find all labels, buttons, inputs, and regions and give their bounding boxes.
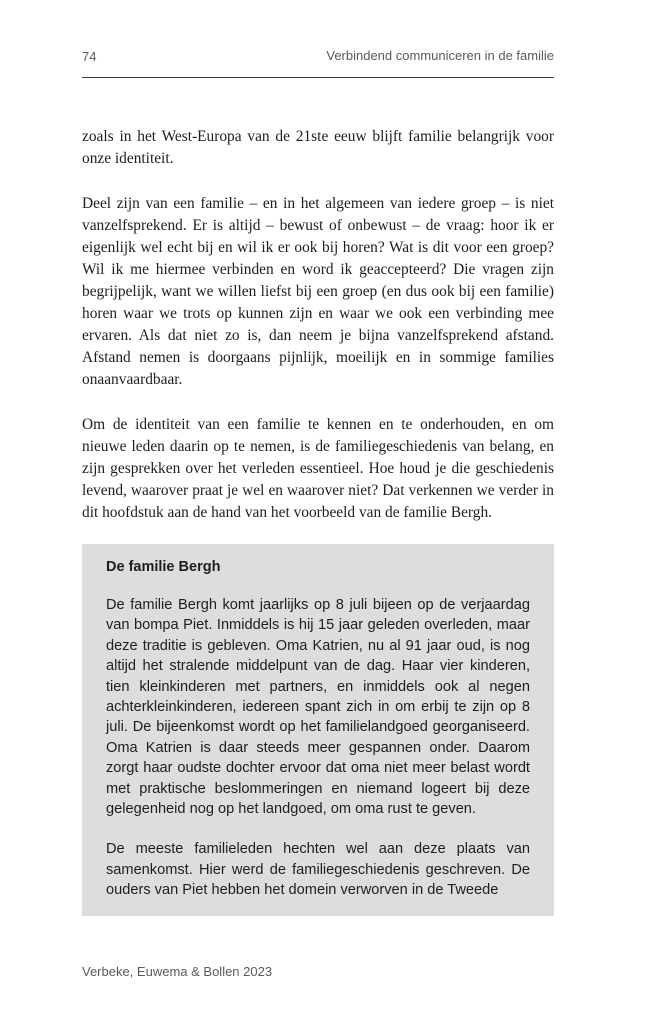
- page-footer: Verbeke, Euwema & Bollen 2023: [82, 964, 273, 979]
- body-paragraph: Om de identiteit van een familie te kennen en te onderhouden, en om nieuwe leden daarin op te nemen, is de familiegeschiedenis van belang, en zijn gesprekken over het verleden essentieel. Hoe houd je die geschiedenis levend, waarover praat je wel en waarover niet? Dat verkennen we verder in dit hoofdstuk aan de hand van het voorbeeld van de familie Bergh.: [82, 415, 554, 522]
- page-number: 74: [82, 49, 97, 64]
- case-box: [82, 544, 554, 916]
- case-box-title: De familie Bergh: [106, 559, 221, 575]
- header-rule: [82, 77, 554, 78]
- main-text: [82, 126, 554, 547]
- case-box-paragraph: De meeste familieleden hechten wel aan deze plaats van samenkomst. Hier werd de familiegeschiedenis geschreven. De ouders van Piet hebben het domein verworven in de Tweede: [106, 841, 530, 899]
- running-title: Verbindend communiceren in de familie: [326, 48, 554, 63]
- body-paragraph: Deel zijn van een familie – en in het algemeen van iedere groep – is niet vanzelfsprekend. Er is altijd – bewust of onbewust – de vraag: hoor ik er eigenlijk wel echt bij en wil ik er ook bij horen? Wat is dit voor een groep? Wil ik me hiermee verbinden en word ik geaccepteerd? Die vragen zijn begrijpelijk, want we willen liefst bij een groep (en dus ook bij een familie) horen waar we trots op kunnen zijn en waar we ook een verbinding mee ervaren. Als dat niet zo is, dan neem je bijna vanzelfsprekend afstand. Afstand nemen is doorgaans pijnlijk, moeilijk en in sommige families onaanvaardbaar.: [82, 194, 554, 389]
- running-header: [82, 45, 554, 75]
- body-paragraph: zoals in het West-Europa van de 21ste eeuw blijft familie belangrijk voor onze identiteit.: [82, 128, 554, 168]
- case-box-paragraph: De familie Bergh komt jaarlijks op 8 juli bijeen op de verjaardag van bompa Piet. Inmiddels is hij 15 jaar geleden overleden, maar deze traditie is gebleven. Oma Katrien, nu al 91 jaar oud, is nog altijd het stralende middelpunt van de dag. Haar vier kinderen, tien kleinkinderen met partners, en inmiddels ook al negen achterkleinkinderen, iedereen spant zich in om erbij te zijn op 8 juli. De bijeenkomst wordt op het familielandgoed georganiseerd. Oma Katrien is daar steeds meer gespannen onder. Daarom zorgt haar oudste dochter ervoor dat oma niet meer belast wordt met praktische beslommeringen en niemand logeert bij deze gelegenheid nog op het landgoed, om oma rust te geven.: [106, 597, 530, 818]
